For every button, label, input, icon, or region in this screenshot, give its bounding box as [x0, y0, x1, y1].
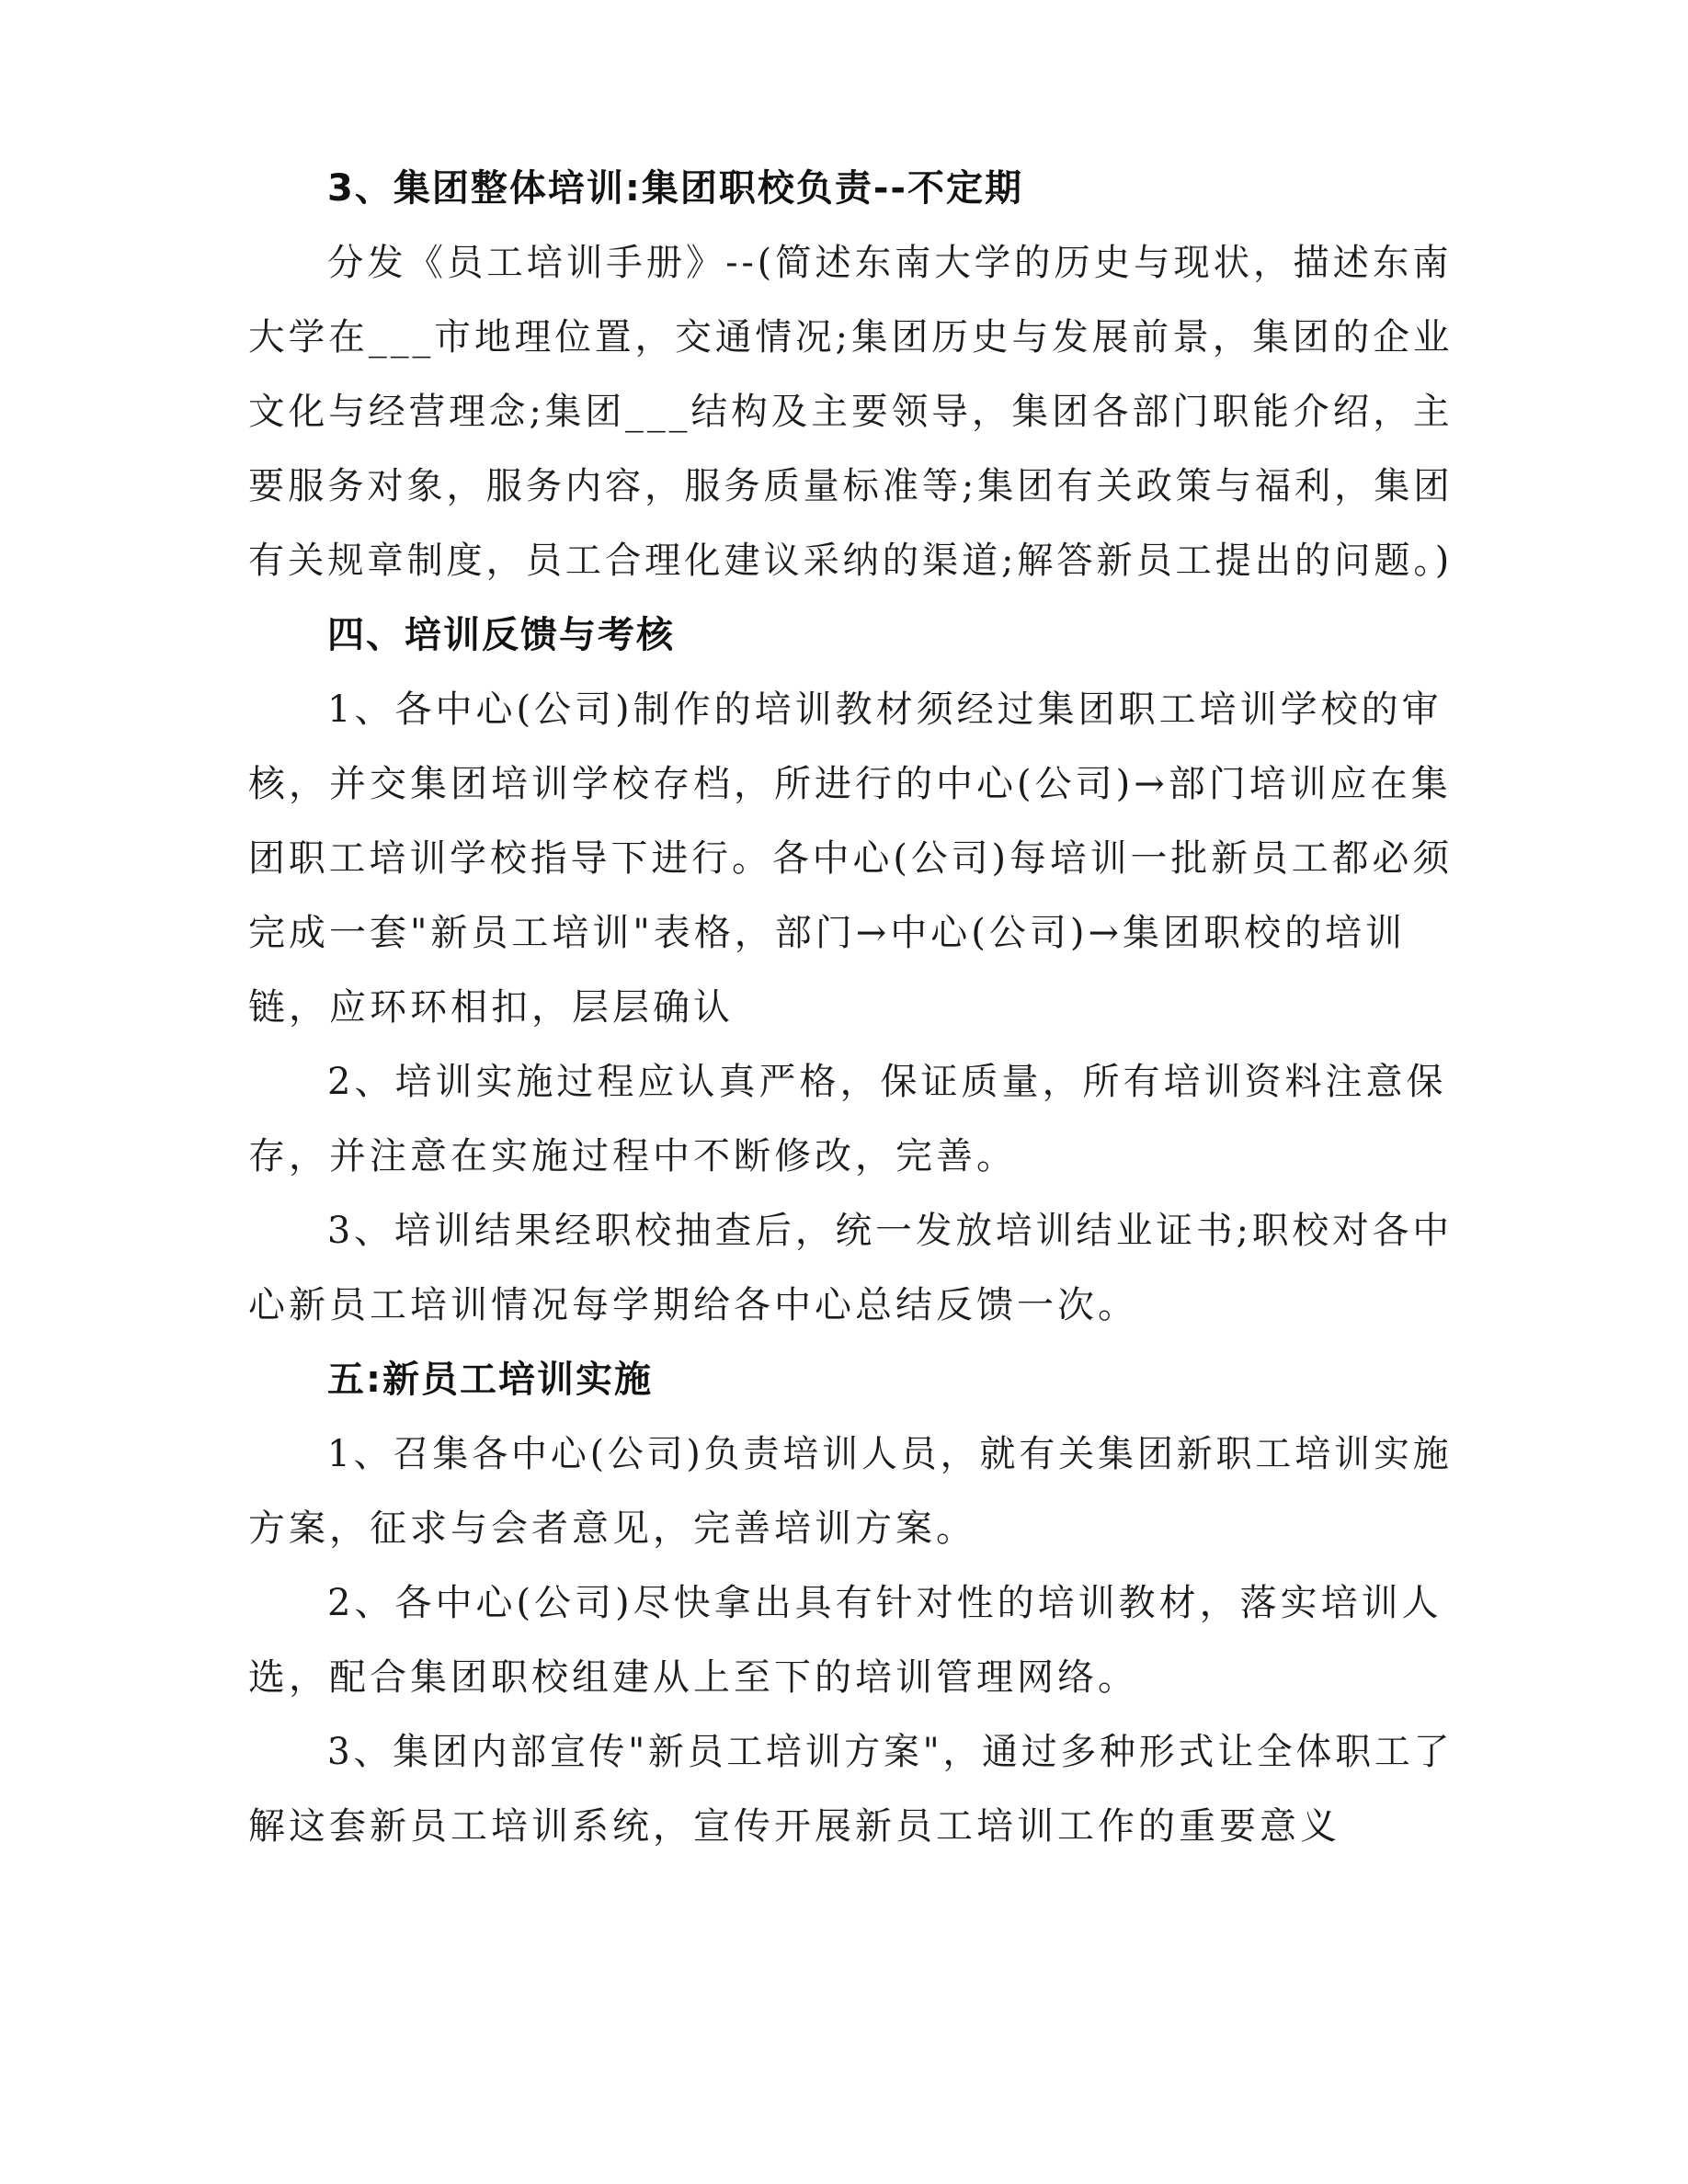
paragraph-line: 1、各中心(公司)制作的培训教材须经过集团职工培训学校的审 — [327, 688, 1443, 731]
paragraph-line: 解这套新员工培训系统，宣传开展新员工培训工作的重要意义 — [248, 1805, 1340, 1848]
paragraph-line: 2、培训实施过程应认真严格，保证质量，所有培训资料注意保 — [327, 1061, 1447, 1103]
paragraph-line: 3、培训结果经职校抽查后，统一发放培训结业证书;职校对各中 — [327, 1210, 1453, 1252]
paragraph-line: 1、召集各中心(公司)负责培训人员，就有关集团新职工培训实施 — [327, 1433, 1453, 1475]
paragraph-line: 选，配合集团职校组建从上至下的培训管理网络。 — [248, 1656, 1138, 1699]
paragraph-line: 完成一套"新员工培训"表格，部门→中心(公司)→集团职校的培训 — [248, 912, 1407, 954]
paragraph-line: 3、集团内部宣传"新员工培训方案"，通过多种形式让全体职工了 — [327, 1731, 1454, 1773]
section-heading-implementation: 五:新员工培训实施 — [327, 1359, 653, 1401]
section-heading-group-training: 3、集团整体培训:集团职校负责--不定期 — [327, 167, 1024, 210]
paragraph-line: 存，并注意在实施过程中不断修改，完善。 — [248, 1135, 1017, 1177]
paragraph-line: 2、各中心(公司)尽快拿出具有针对性的培训教材，落实培训人 — [327, 1582, 1443, 1624]
paragraph-line: 分发《员工培训手册》--(简述东南大学的历史与现状，描述东南 — [327, 242, 1453, 284]
paragraph-line: 要服务对象，服务内容，服务质量标准等;集团有关政策与福利，集团 — [248, 465, 1454, 507]
paragraph-line: 有关规章制度，员工合理化建议采纳的渠道;解答新员工提出的问题。) — [248, 540, 1454, 582]
paragraph-line: 团职工培训学校指导下进行。各中心(公司)每培训一批新员工都必须 — [248, 837, 1454, 880]
paragraph-line: 方案，征求与会者意见，完善培训方案。 — [248, 1507, 976, 1550]
paragraph-line: 核，并交集团培训学校存档，所进行的中心(公司)→部门培训应在集 — [248, 763, 1452, 805]
paragraph-line: 文化与经营理念;集团___结构及主要领导，集团各部门职能介绍，主 — [248, 391, 1454, 433]
paragraph-line: 心新员工培训情况每学期给各中心总结反馈一次。 — [248, 1284, 1138, 1326]
paragraph-line: 链，应环环相扣，层层确认 — [248, 986, 734, 1029]
section-heading-feedback: 四、培训反馈与考核 — [327, 614, 675, 656]
paragraph-line: 大学在___市地理位置，交通情况;集团历史与发展前景，集团的企业 — [248, 316, 1454, 358]
